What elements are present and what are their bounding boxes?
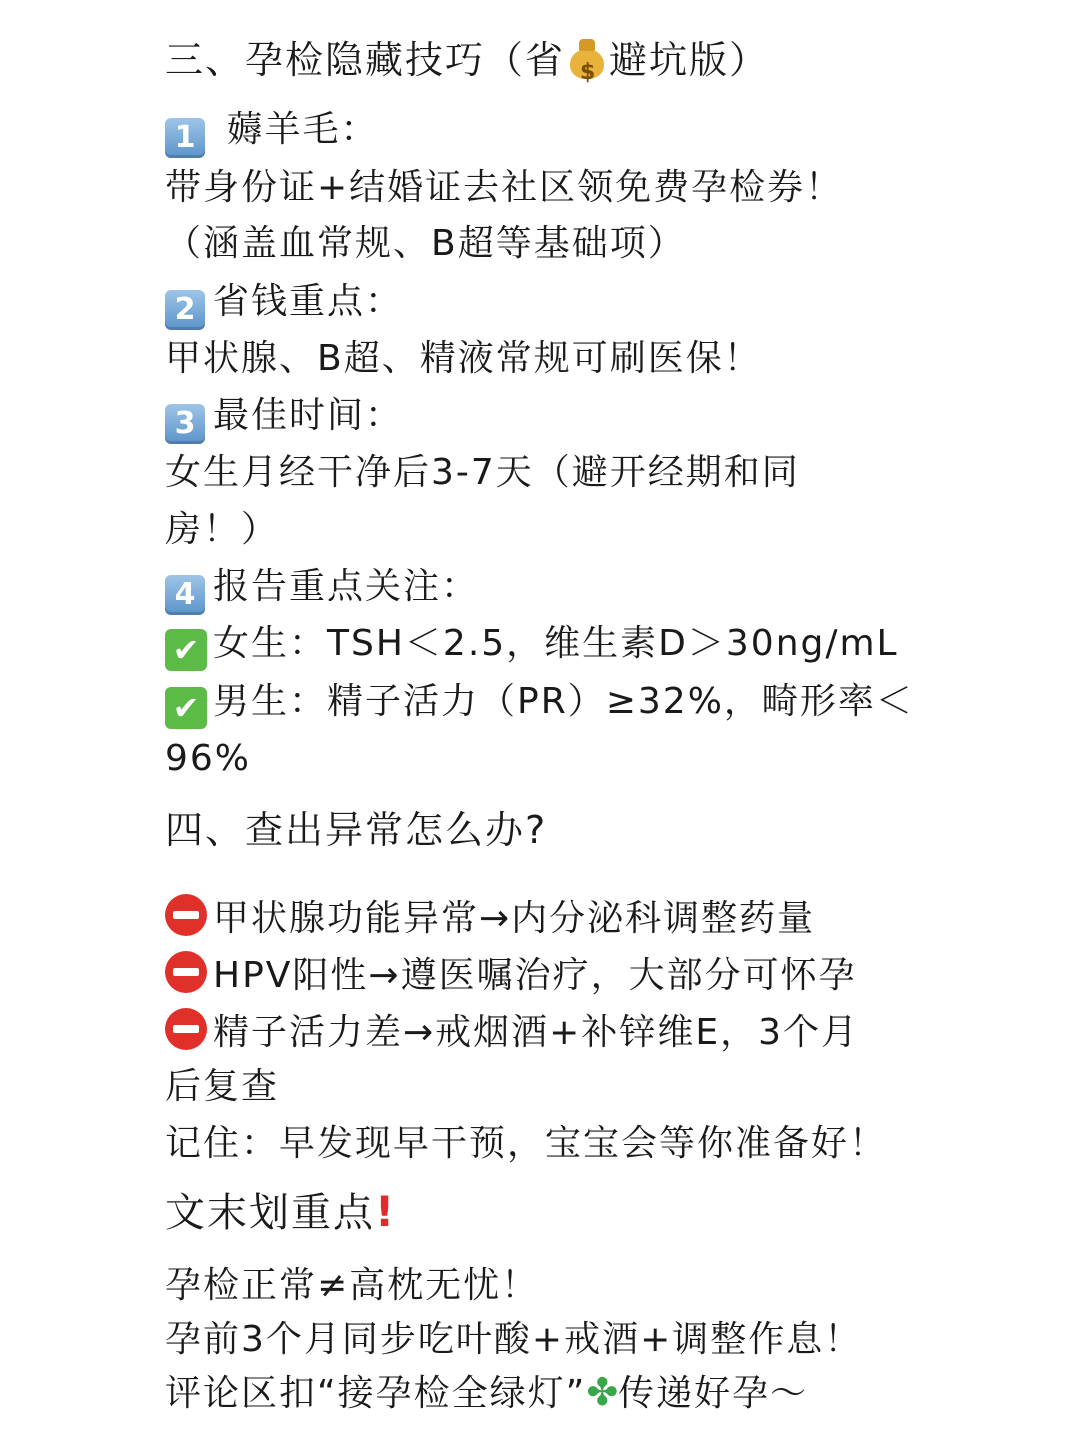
summary-line-1: 孕检正常≠高枕无忧！ — [165, 1265, 540, 1306]
abnormal-item-3-cont: 后复查 — [165, 1066, 280, 1107]
tip2-heading: 2 省钱重点： — [165, 280, 403, 330]
money-bag-icon — [567, 39, 607, 79]
abnormal-item-1: 甲状腺功能异常→内分泌科调整药量 — [165, 894, 815, 941]
tip2-text: 甲状腺、B超、精液常规可刷医保！ — [165, 338, 762, 379]
tip1-note: （涵盖血常规、B超等基础项） — [165, 223, 686, 264]
tip4-male-cont: 96% — [165, 738, 252, 779]
keycap-3-icon: 3 — [165, 404, 205, 444]
keycap-4-icon: 4 — [165, 575, 205, 615]
tip3-heading: 3 最佳时间： — [165, 394, 403, 444]
tip3-text: 女生月经干净后3-7天（避开经期和同 — [165, 452, 800, 493]
red-exclamation-icon: ! — [375, 1187, 395, 1236]
no-entry-icon — [165, 951, 207, 993]
keycap-2-icon: 2 — [165, 290, 205, 330]
abnormal-item-2: HPV阳性→遵医嘱治疗，大部分可怀孕 — [165, 951, 857, 998]
check-mark-icon: ✔ — [165, 687, 207, 729]
abnormal-item-3: 精子活力差→戒烟酒+补锌维E，3个月 — [165, 1008, 859, 1055]
summary-line-3: 评论区扣“接孕检全绿灯”✤传递好孕～ — [165, 1370, 809, 1414]
check-mark-icon: ✔ — [165, 629, 207, 671]
no-entry-icon — [165, 894, 207, 936]
tip4-female: ✔ 女生：TSH＜2.5，维生素D＞30ng/mL — [165, 622, 899, 671]
tip4-heading: 4 报告重点关注： — [165, 565, 479, 615]
tip1-heading: 1 薅羊毛： — [165, 108, 378, 158]
section4-title: 四、查出异常怎么办? — [165, 808, 548, 852]
section3-title: 三、孕检隐藏技巧（省 $ 避坑版） — [165, 38, 769, 82]
tip1-text: 带身份证+结婚证去社区领免费孕检券！ — [165, 167, 844, 208]
four-leaf-clover-icon: ✤ — [586, 1370, 619, 1414]
summary-line-2: 孕前3个月同步吃叶酸+戒酒+调整作息！ — [165, 1319, 863, 1360]
remember-line: 记住：早发现早干预，宝宝会等你准备好！ — [165, 1123, 888, 1164]
summary-title: 文末划重点! — [165, 1187, 395, 1236]
tip4-male: ✔ 男生：精子活力（PR）≥32%，畸形率＜ — [165, 680, 914, 729]
keycap-1-icon: 1 — [165, 118, 205, 158]
no-entry-icon — [165, 1008, 207, 1050]
tip3-text-cont: 房！） — [165, 509, 280, 550]
